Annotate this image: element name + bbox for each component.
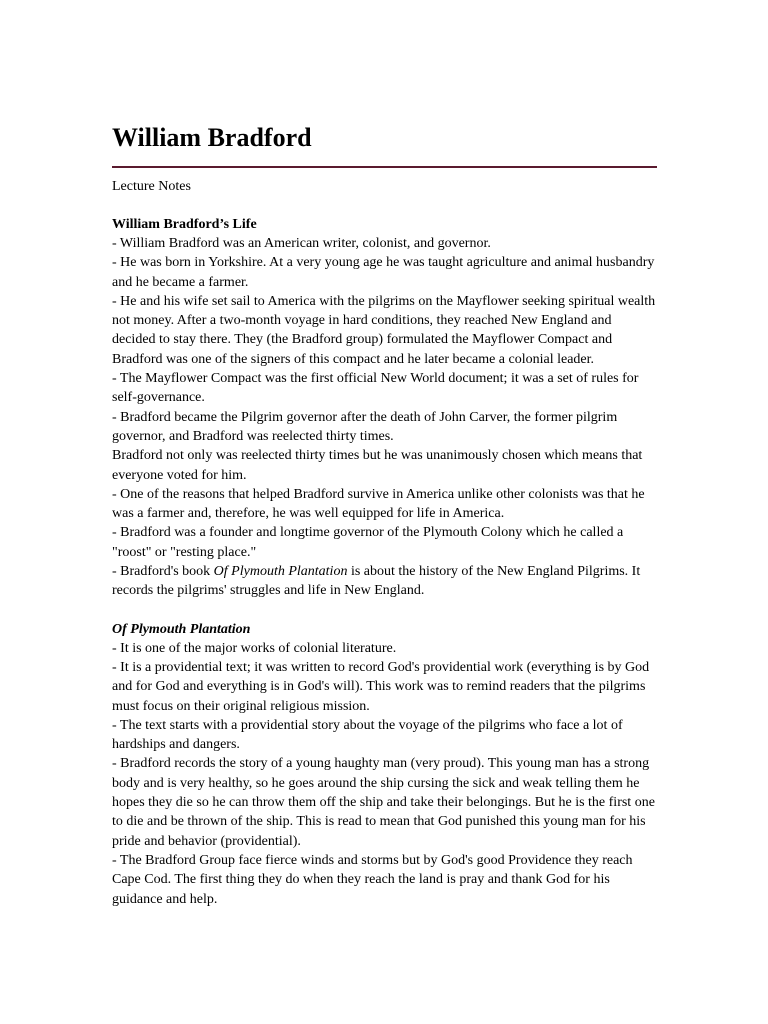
paragraph-text: - Bradford was a founder and longtime governor of the Plymouth Colony which he called a "roost" or "resting place." (112, 525, 624, 560)
book-title-text: Of Plymouth Plantation (213, 564, 348, 580)
paragraph-text: - Bradford records the story of a young haughty man (very proud). This young man has a strong body and is very healthy, so he goes around the ship cursing the sick and weak telling them he hopes they die so he can throw them off the ship and take their belongings. But he is the first one to die and be thrown of the ship. This is read to mean that God punished this young man for his pride and behavior (providential). (112, 756, 655, 849)
paragraph (112, 851, 657, 909)
paragraph-text: - Bradford's book (112, 564, 214, 580)
paragraph-text: - It is a providential text; it was written to record God's providential work (everything is by God and for God and everything is in God's will). This work was to remind readers that the pilgrims must focus on their original religious mission. (112, 659, 650, 714)
section-heading: Of Plymouth Plantation (112, 621, 251, 637)
paragraph-text: is about the history of the New England Pilgrims. It records the pilgrims' struggles and life in New England. (112, 564, 641, 599)
paragraph-text: - One of the reasons that helped Bradford survive in America unlike other colonists was that he was a farmer and, therefore, he was well equipped for life in America. (112, 486, 645, 522)
paragraph (112, 292, 657, 369)
paragraph-text: - The text starts with a providential story about the voyage of the pilgrims who face a lot of hardships and dangers. (112, 717, 623, 753)
paragraph (112, 639, 657, 658)
paragraph (112, 253, 657, 292)
document-page (112, 122, 657, 928)
document-subtitle: Lecture Notes (112, 179, 191, 194)
paragraph (112, 234, 657, 253)
paragraph (112, 369, 657, 408)
paragraph (112, 754, 657, 850)
section-heading: William Bradford’s Life (112, 217, 257, 232)
paragraph (112, 523, 657, 562)
paragraph-text: - William Bradford was an American writer, colonist, and governor. (112, 236, 491, 251)
paragraph-text: - The Mayflower Compact was the first official New World document; it was a set of rules for self-governance. (112, 371, 639, 406)
paragraph (112, 716, 657, 755)
paragraph-text: - It is one of the major works of colonial literature. (112, 640, 397, 656)
paragraph-text: - The Bradford Group face fierce winds and storms but by God's good Providence they reach Cape Cod. The first thing they do when they reach the land is pray and thank God for his guidance and help. (112, 852, 633, 907)
document-title: William Bradford (112, 123, 312, 152)
paragraph-text: - He was born in Yorkshire. At a very young age he was taught agriculture and animal husbandry and he became a farmer. (112, 255, 655, 290)
paragraph-text: Bradford not only was reelected thirty times but he was unanimously chosen which means that everyone voted for him. (112, 448, 643, 483)
paragraph (112, 408, 657, 447)
paragraph (112, 485, 657, 524)
paragraph (112, 658, 657, 716)
title-rule (112, 166, 657, 168)
document-body (112, 215, 657, 909)
paragraph (112, 446, 657, 485)
section-1 (112, 215, 657, 601)
paragraph-text: - Bradford became the Pilgrim governor after the death of John Carver, the former pilgrim governor, and Bradford was reelected thirty times. (112, 409, 618, 444)
paragraph-text: - He and his wife set sail to America with the pilgrims on the Mayflower seeking spiritual wealth not money. After a two-month voyage in hard conditions, they reached New England and decided to stay there. They (the Bradford group) formulated the Mayflower Compact and Bradford was one of the signers of this compact and he later became a colonial leader. (112, 293, 656, 367)
section-2 (112, 620, 657, 909)
paragraph (112, 562, 657, 601)
